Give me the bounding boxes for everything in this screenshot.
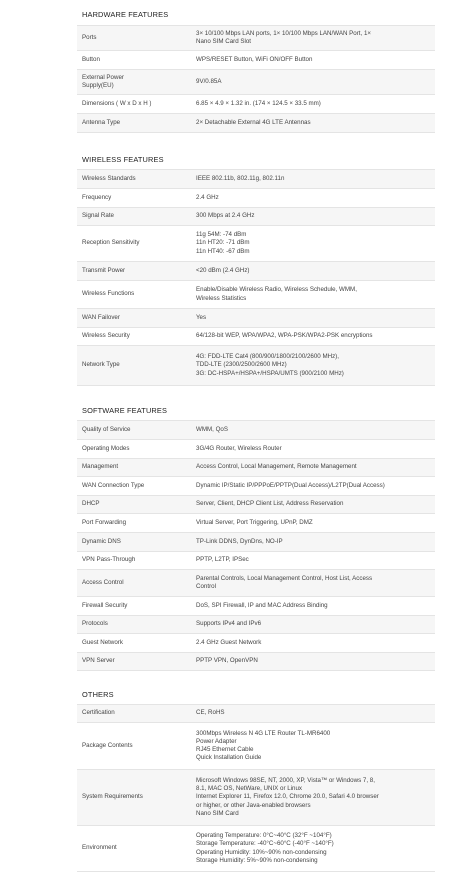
table-row — [77, 421, 435, 440]
spec-value: 2× Detachable External 4G LTE Antennas — [196, 118, 311, 126]
spec-value: 9V/0.85A — [196, 77, 222, 85]
section-title-software: SOFTWARE FEATURES — [82, 406, 168, 415]
spec-value: Microsoft Windows 98SE, NT, 2000, XP, Vista™ or Windows 7, 8, 8.1, MAC OS, NetWare, UNIX or Linux Internet Explorer 11, Firefox 12.0, Chrome 20.0, Safari 4.0 browser or higher, or other Java-enabled browsers Nano SIM Card — [196, 776, 379, 817]
table-row — [77, 514, 435, 533]
spec-label: Network Type — [82, 361, 120, 369]
spec-label: VPN Pass-Through — [82, 556, 136, 564]
table-row — [77, 705, 435, 723]
spec-value: Dynamic IP/Static IP/PPPoE/PPTP(Dual Access)/L2TP(Dual Access) — [196, 481, 385, 489]
spec-label: Dynamic DNS — [82, 537, 121, 545]
spec-value: WPS/RESET Button, WiFi ON/OFF Button — [196, 55, 313, 63]
spec-label: Button — [82, 55, 100, 63]
table-row — [77, 170, 435, 189]
spec-label: Wireless Standards — [82, 174, 136, 182]
table-row — [77, 723, 435, 770]
spec-label: Reception Sensitivity — [82, 239, 140, 247]
spec-label: Signal Rate — [82, 212, 114, 220]
table-row — [77, 770, 435, 826]
spec-value: PPTP VPN, OpenVPN — [196, 657, 258, 665]
spec-label: Environment — [82, 844, 117, 852]
table-row — [77, 262, 435, 281]
spec-label: Ports — [82, 33, 97, 41]
spec-value: 4G: FDD-LTE Cat4 (800/900/1800/2100/2600 MHz), TDD-LTE (2300/2500/2600 MHz) 3G: DC-HSPA+/HSPA+/HSPA/UMTS (900/2100 MHz) — [196, 353, 344, 377]
table-row — [77, 114, 435, 133]
spec-value: TP-Link DDNS, DynDns, NO-IP — [196, 537, 283, 545]
spec-label: Quality of Service — [82, 425, 131, 433]
wireless-spec-table — [77, 169, 435, 386]
software-spec-table — [77, 420, 435, 671]
spec-value: 64/128-bit WEP, WPA/WPA2, WPA-PSK/WPA2-PSK encryptions — [196, 332, 373, 340]
table-row — [77, 328, 435, 346]
spec-value: 11g 54M: -74 dBm 11n HT20: -71 dBm 11n HT40: -67 dBm — [196, 231, 250, 255]
spec-value: <20 dBm (2.4 GHz) — [196, 266, 250, 274]
spec-value: IEEE 802.11b, 802.11g, 802.11n — [196, 174, 285, 182]
spec-label: Certification — [82, 709, 115, 717]
table-row — [77, 552, 435, 570]
spec-label: Dimensions ( W x D x H ) — [82, 99, 152, 107]
spec-label: Firewall Security — [82, 601, 128, 609]
table-row — [77, 653, 435, 671]
spec-label: Antenna Type — [82, 118, 121, 126]
spec-value: 3G/4G Router, Wireless Router — [196, 444, 282, 452]
table-row — [77, 477, 435, 496]
spec-value: Yes — [196, 313, 207, 321]
spec-value: 300Mbps Wireless N 4G LTE Router TL-MR6400 Power Adapter RJ45 Ethernet Cable Quick Installation Guide — [196, 729, 331, 762]
table-row — [77, 616, 435, 634]
table-row — [77, 597, 435, 616]
spec-value: Virtual Server, Port Triggering, UPnP, DMZ — [196, 518, 313, 526]
table-row — [77, 570, 435, 597]
spec-value: DoS, SPI Firewall, IP and MAC Address Binding — [196, 601, 328, 609]
table-row — [77, 51, 435, 70]
section-title-hardware: HARDWARE FEATURES — [82, 10, 169, 19]
section-title-others: OTHERS — [82, 690, 114, 699]
spec-label: Operating Modes — [82, 444, 130, 452]
spec-value: Supports IPv4 and IPv6 — [196, 620, 262, 628]
spec-value: Enable/Disable Wireless Radio, Wireless Schedule, WMM, Wireless Statistics — [196, 286, 357, 302]
spec-value: 2.4 GHz — [196, 193, 219, 201]
table-row — [77, 634, 435, 653]
spec-value: WMM, QoS — [196, 425, 228, 433]
spec-value: Parental Controls, Local Management Control, Host List, Access Control — [196, 574, 373, 590]
table-row — [77, 226, 435, 262]
spec-label: VPN Server — [82, 657, 115, 665]
spec-label: Protocols — [82, 620, 108, 628]
spec-label: External Power Supply(EU) — [82, 73, 124, 89]
spec-value: CE, RoHS — [196, 709, 225, 717]
table-row — [77, 208, 435, 226]
spec-label: Wireless Functions — [82, 290, 135, 298]
table-row — [77, 95, 435, 114]
table-row — [77, 496, 435, 514]
hardware-spec-table — [77, 25, 435, 133]
spec-label: Management — [82, 463, 119, 471]
spec-value: Server, Client, DHCP Client List, Address Reservation — [196, 500, 344, 508]
spec-label: WAN Connection Type — [82, 481, 145, 489]
spec-label: DHCP — [82, 500, 100, 508]
table-row — [77, 189, 435, 208]
others-spec-table — [77, 704, 435, 872]
table-row — [77, 26, 435, 51]
spec-label: WAN Failover — [82, 313, 120, 321]
spec-label: Frequency — [82, 193, 112, 201]
spec-value: Operating Temperature: 0°C~40°C (32°F ~104°F) Storage Temperature: -40°C~60°C (-40°F ~140°F) Operating Humidity: 10%~90% non-condensing Storage Humidity: 5%~90% non-condensing — [196, 832, 334, 864]
table-row — [77, 459, 435, 477]
table-row — [77, 70, 435, 95]
spec-label: Access Control — [82, 578, 124, 586]
spec-value: 300 Mbps at 2.4 GHz — [196, 212, 255, 220]
spec-label: Transmit Power — [82, 266, 126, 274]
spec-label: Wireless Security — [82, 332, 130, 340]
spec-label: Port Forwarding — [82, 518, 127, 526]
spec-value: 2.4 GHz Guest Network — [196, 638, 262, 646]
table-row — [77, 346, 435, 386]
table-row — [77, 826, 435, 872]
table-row — [77, 281, 435, 309]
spec-value: 3× 10/100 Mbps LAN ports, 1× 10/100 Mbps LAN/WAN Port, 1× Nano SIM Card Slot — [196, 29, 372, 45]
table-row — [77, 440, 435, 459]
spec-label: System Requirements — [82, 793, 143, 801]
spec-value: 6.85 × 4.9 × 1.32 in. (174 × 124.5 × 33.5 mm) — [196, 99, 321, 107]
spec-label: Guest Network — [82, 638, 123, 646]
table-row — [77, 533, 435, 552]
section-title-wireless: WIRELESS FEATURES — [82, 155, 164, 164]
spec-value: PPTP, L2TP, IPSec — [196, 556, 249, 564]
spec-value: Access Control, Local Management, Remote Management — [196, 463, 357, 471]
table-row — [77, 309, 435, 328]
spec-label: Package Contents — [82, 741, 133, 749]
